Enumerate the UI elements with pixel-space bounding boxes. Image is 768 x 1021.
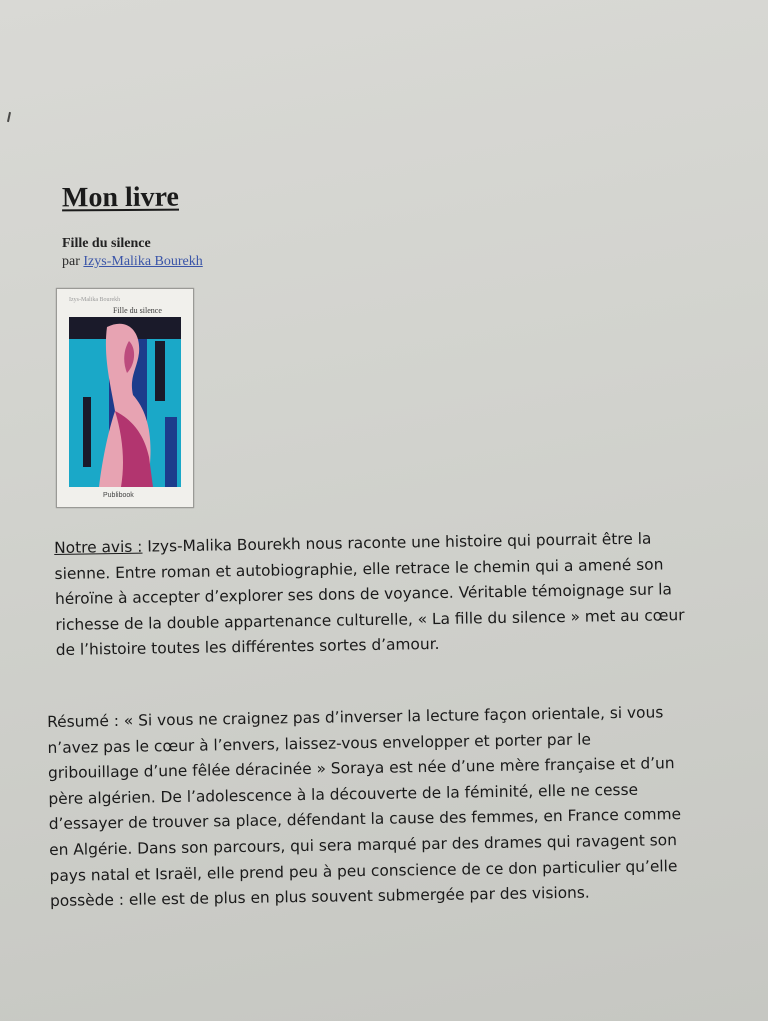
pen-mark [7, 112, 11, 122]
summary-line: Résumé : « Si vous ne craignez pas d’inverser la lecture façon orientale, si vous [47, 703, 664, 731]
summary-line: possède : elle est de plus en plus souvent submergée par des visions. [49, 883, 590, 911]
summary-line: en Algérie. Dans son parcours, qui sera marqué par des drames qui ravagent son [49, 831, 678, 859]
page-title: Mon livre [61, 181, 180, 214]
byline-prefix: par [62, 254, 80, 269]
book-byline [62, 254, 203, 270]
summary-line: père algérien. De l’adolescence à la découverte de la féminité, elle ne cesse [48, 780, 639, 808]
review-line: de l’histoire toutes les différentes sortes d’amour. [55, 635, 440, 660]
summary-line: pays natal et Israël, elle prend peu à peu conscience de ce don particulier qu’elle [49, 856, 678, 885]
summary-paragraph [47, 699, 726, 914]
review-line-text: Izys-Malika Bourekh nous raconte une histoire qui pourrait être la [142, 529, 652, 556]
review-line: richesse de la double appartenance culturelle, « La fille du silence » met au cœur [55, 605, 685, 634]
review-label: Notre avis : [54, 537, 143, 557]
summary-line: n’avez pas le cœur à l’envers, laissez-vous envelopper et porter par le [47, 730, 592, 757]
book-cover [56, 288, 194, 508]
author-link[interactable]: Izys-Malika Bourekh [83, 254, 203, 269]
summary-line: d’essayer de trouver sa place, défendant la cause des femmes, en France comme [48, 805, 682, 834]
summary-line: gribouillage d’une fêlée déracinée » Soraya est née d’une mère française et d’un [47, 754, 675, 783]
publisher-logo: Publibook [103, 492, 134, 499]
cover-author: Izys-Malika Bourekh [69, 297, 121, 303]
review-line: sienne. Entre roman et autobiographie, elle retrace le chemin qui a amené son [54, 555, 664, 583]
review-paragraph [54, 525, 726, 663]
book-title: Fille du silence [62, 236, 151, 251]
review-line: héroïne à accepter d’explorer ses dons de voyance. Véritable témoignage sur la [54, 580, 672, 609]
cover-title: Fille du silence [113, 306, 162, 315]
cover-artwork [69, 317, 181, 487]
